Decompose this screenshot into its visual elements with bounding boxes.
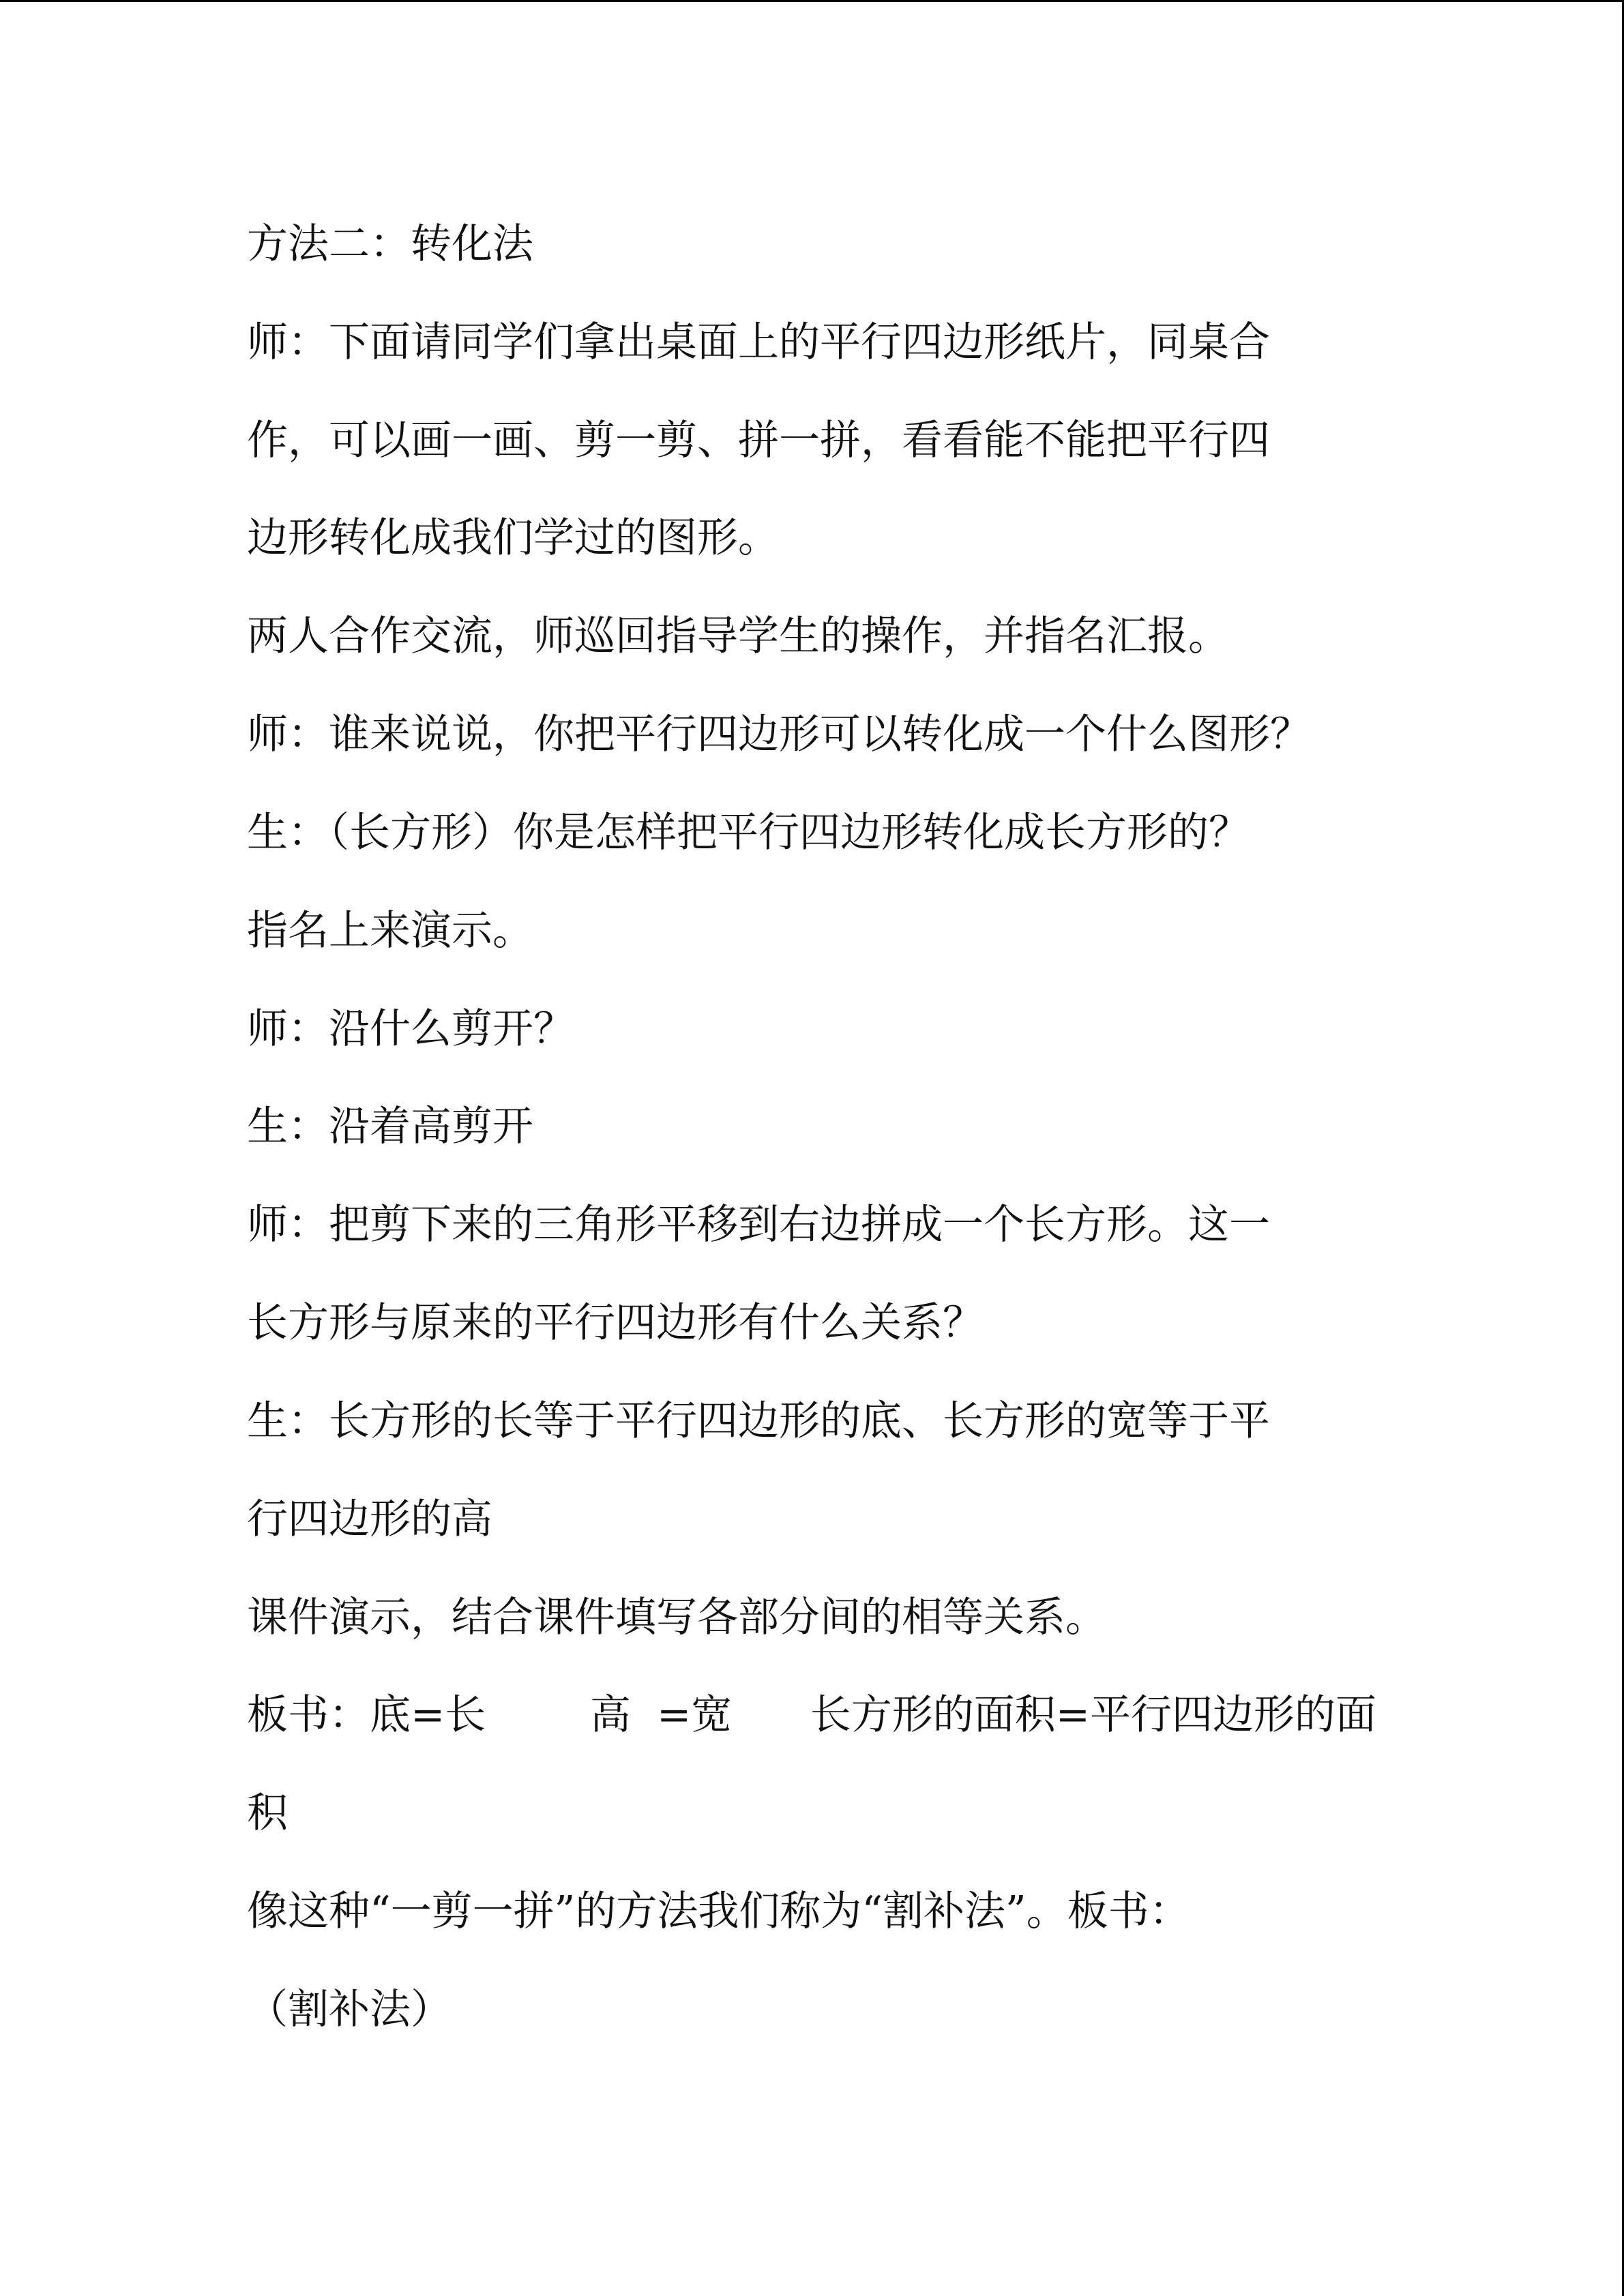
paragraph-line: 师：下面请同学们拿出桌面上的平行四边形纸片，同桌合	[247, 318, 1270, 366]
paragraph-line: 像这种“一剪一拼”的方法我们称为“割补法”。板书：	[247, 1888, 1190, 1935]
paragraph-line: 作，可以画一画、剪一剪、拼一拼，看看能不能把平行四	[247, 417, 1270, 464]
paragraph-line: 积	[247, 1789, 288, 1837]
paragraph-line: 边形转化成我们学过的图形。	[247, 514, 779, 562]
paragraph-line: 行四边形的高	[247, 1495, 492, 1543]
paragraph-line: 课件演示，结合课件填写各部分间的相等关系。	[247, 1594, 1106, 1641]
paragraph-line: （割补法）	[247, 1986, 452, 2033]
section-heading: 方法二：转化法	[247, 220, 533, 268]
paragraph-line: 生：沿着高剪开	[247, 1103, 533, 1150]
paragraph-line: 生：长方形的长等于平行四边形的底、长方形的宽等于平	[247, 1397, 1270, 1445]
paragraph-line: 师：把剪下来的三角形平移到右边拼成一个长方形。这一	[247, 1201, 1270, 1249]
paragraph-line: 指名上来演示。	[247, 907, 533, 955]
board-notes-line: 板书：底=长 高 =宽 长方形的面积=平行四边形的面	[247, 1691, 1376, 1739]
paragraph-line: 师：谁来说说，你把平行四边形可以转化成一个什么图形？	[247, 711, 1311, 758]
paragraph-line: 两人合作交流，师巡回指导学生的操作，并指名汇报。	[247, 612, 1229, 660]
page-top-border	[0, 0, 1624, 2]
paragraph-line: 生：（长方形）你是怎样把平行四边形转化成长方形的？	[247, 809, 1250, 856]
paragraph-line: 长方形与原来的平行四边形有什么关系？	[247, 1299, 984, 1347]
paragraph-line: 师：沿什么剪开？	[247, 1005, 574, 1053]
